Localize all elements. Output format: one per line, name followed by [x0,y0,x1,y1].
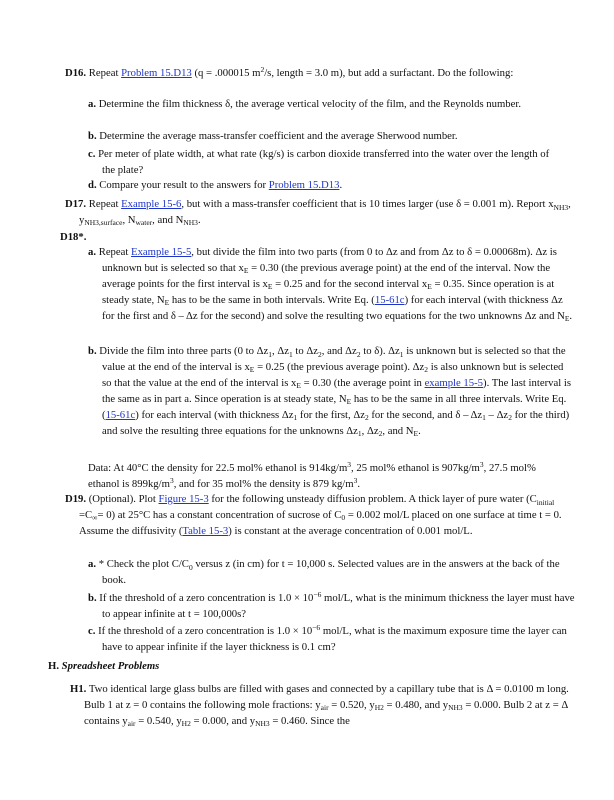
subscript: ∞ [92,513,98,523]
section-title: Spreadsheet Problems [61,660,160,672]
part-label: a. [88,98,97,110]
text: , and N [382,424,414,437]
link-example-15-5[interactable]: Example 15-5 [131,246,192,258]
subscript: NH3,surface [84,218,123,228]
text: =C [79,508,93,521]
text: ) for each interval (with thickness Δz for the first and δ – Δz for the second) and solve the resulting two equations for the two unknowns Δz and N [102,293,565,322]
link-example-15-5[interactable]: example 15-5 [424,376,484,389]
text: , N [122,213,136,226]
d19-part-b [88,591,577,623]
problem-label: D16. [65,67,87,79]
part-label: c. [88,148,96,160]
subscript: 1 [357,429,362,439]
part-label: b. [88,130,97,142]
subscript: initial [536,497,555,507]
text: – Δz [485,408,509,421]
text: , and N [152,213,184,226]
text: = 0.540, y [135,714,182,727]
d19-part-c [88,624,577,656]
section-heading-h [48,659,159,675]
text: Repeat [88,198,119,210]
text: . [197,213,201,226]
section-label: H. [48,660,59,672]
text: for the third) and solve the resulting three equations for the unknowns Δz [102,408,570,437]
text: has to be the same in both intervals. Write Eq. ( [169,293,375,306]
part-label: a. [88,558,97,570]
superscript: 2 [260,65,265,74]
subscript: 1 [482,413,486,423]
d18-part-a [88,245,575,325]
subscript: 1 [268,349,272,359]
subscript: E [243,266,249,276]
subscript: H2 [181,719,191,729]
text: = 0.30 (the previous average point) at the end of the interval. Now the average points for the first interval is x [102,261,551,290]
d16-part-c [88,147,564,179]
text: = 0) at 25°C has a constant concentration of sucrose of C [97,508,342,521]
text: Repeat [88,67,119,79]
subscript: 2 [508,413,512,423]
subscript: 2 [356,349,361,359]
subscript: 1 [288,349,293,359]
subscript: 1 [293,413,298,423]
subscript: E [164,298,170,308]
subscript: 2 [424,365,429,375]
subscript: 2 [317,349,322,359]
problem-label-d18: D18*. [60,231,87,243]
subscript: E [267,282,273,292]
text: = 0.000. Bulb 2 at z = Δ contains y [84,698,568,727]
d18-part-b [88,344,575,439]
subscript: NH3 [183,218,198,228]
subscript: E [564,314,570,324]
text: = 0.000, and y [190,714,256,727]
text: is unknown but is selected so that the value at the end of the interval is x [102,345,566,373]
subscript: air [320,703,329,713]
text: = 0.520, y [328,698,375,711]
text: ). The last interval is the same as in part a. Since operation is at steady state, N [102,376,571,405]
d16-part-b [88,129,564,145]
superscript: −6 [312,623,321,632]
problem-d19 [65,492,576,540]
text: = 0.002 mol/L placed on one surface at time t = 0. Assume the diffusivity ( [79,508,562,537]
problem-label: D19. [65,493,87,505]
text: has to be the same in all three intervals. Write Eq. ( [102,392,567,421]
part-label: a. [88,246,97,258]
text: , 27.5 mol% ethanol is 899kg/m [88,462,536,490]
link-problem-15-d13[interactable]: Problem 15.D13 [268,179,340,191]
d16-part-a [88,97,564,113]
text: Divide the film into three parts (0 to Δz [99,345,269,357]
text: , but with a mass-transfer coefficient that is 10 times larger (use δ = 0.001 m). Report x [181,198,554,210]
text: to Δz [292,345,318,357]
text: . [418,424,421,437]
text: , 25 mol% ethanol is 907kg/m [351,462,480,474]
link-eq-15-61c[interactable]: 15-61c [374,293,405,306]
problem-label: H1. [70,683,87,695]
text: , and Δz [321,345,357,357]
text: Compare your result to the answers for [99,179,267,191]
text: ) for each interval (with thickness Δz [135,408,294,421]
text: If the threshold of a zero concentration is 1.0 × 10 [98,625,313,637]
d18-data [88,461,563,493]
subscript: NH3 [255,719,270,729]
subscript: E [413,429,419,439]
text: . [357,477,360,490]
part-label: b. [88,345,97,357]
subscript: 2 [378,429,383,439]
text: , but divide the film into two parts (from 0 to Δz and from Δz to δ = 0.00068m). Δz is unknown but is selected so that x [102,246,557,274]
text: for the first, Δz [297,408,365,421]
problem-d17 [65,197,576,229]
text: , and for 35 mol% the density is 879 kg/m [173,477,354,490]
text: (q = .000015 m [194,67,261,79]
text: , Δz [271,345,289,357]
text: (Optional). Plot [88,493,156,505]
subscript: air [127,719,136,729]
problem-d16 [65,66,564,82]
subscript: 1 [399,349,404,359]
subscript: 2 [364,413,369,423]
link-eq-15-61c[interactable]: 15-61c [105,408,136,421]
d16-part-d [88,178,564,194]
problem-h1 [70,682,584,730]
part-label: c. [88,625,96,637]
text: versus z (in cm) for t = 10,000 s. Selected values are in the answers at the back of the book. [102,558,560,586]
text: . [569,309,573,322]
text: Determine the film thickness δ, the average vertical velocity of the film, and the Reynolds number. [98,98,521,110]
link-table-15-3[interactable]: Table 15-3 [182,524,229,537]
subscript: E [249,365,255,375]
subscript: water [135,218,153,228]
superscript: 3 [353,475,358,485]
link-example-15-6[interactable]: Example 15-6 [121,198,182,210]
subscript: 0 [341,513,346,523]
text: Two identical large glass bulbs are filled with gases and connected by a capillary tube that is Δ = 0.0100 m long. Bulb 1 at z = 0 contains the following mole fractions: y [84,683,569,711]
text: Per meter of plate width, at what rate (kg/s) is carbon dioxide transferred into the water over the length of the plate? [98,148,550,176]
text: , Δz [361,424,379,437]
subscript: NH3 [553,202,569,212]
part-label: d. [88,179,97,191]
subscript: E [427,282,432,292]
problem-label: D17. [65,198,87,210]
subscript: 0 [188,562,193,572]
text: = 0.460. Since the [269,714,350,727]
text: is also unknown but is selected so that the value at the end of the interval is x [102,360,564,389]
text: to δ). Δz [360,345,400,357]
text: = 0.35. Since operation is at steady state, N [102,277,555,306]
text: for the second, and δ – Δz [368,408,483,421]
text: Data: At 40°C the density for 22.5 mol% ethanol is 914kg/m [88,462,348,474]
text: , y [79,198,571,226]
text: mol/L, what is the minimum thickness the layer must have to appear infinite at t = 100,000s? [102,592,575,620]
text: = 0.25 and for the second interval x [272,277,428,290]
superscript: 3 [479,460,484,469]
text: Repeat [98,246,129,258]
text: /s, length = 3.0 m), but add a surfactant. Do the following: [264,67,514,79]
subscript: E [346,397,352,407]
subscript: E [296,381,301,391]
part-label: b. [88,592,97,604]
link-problem-15-d13[interactable]: Problem 15.D13 [121,67,192,79]
superscript: 3 [347,460,352,469]
superscript: 3 [169,475,174,485]
text: mol/L, what is the maximum exposure time the layer can have to appear infinite if the layer thickness is 0.1 cm? [102,625,567,653]
text: . [339,179,343,191]
text: If the threshold of a zero concentration is 1.0 × 10 [99,592,314,604]
text: = 0.480, and y [383,698,449,711]
text: = 0.30 (the average point in [301,376,422,389]
text: for the following unsteady diffusion problem. A thick layer of pure water (C [211,493,537,505]
d19-part-a [88,557,577,589]
subscript: NH3 [448,703,463,713]
text: ) is constant at the average concentration of 0.001 mol/L. [228,524,473,537]
text: Determine the average mass-transfer coefficient and the average Sherwood number. [99,130,458,142]
subscript: H2 [374,703,384,713]
text: * Check the plot C/C [98,558,189,570]
link-figure-15-3[interactable]: Figure 15-3 [158,493,209,505]
text: = 0.25 (the previous average point). Δz [254,360,425,373]
superscript: −6 [313,590,322,599]
